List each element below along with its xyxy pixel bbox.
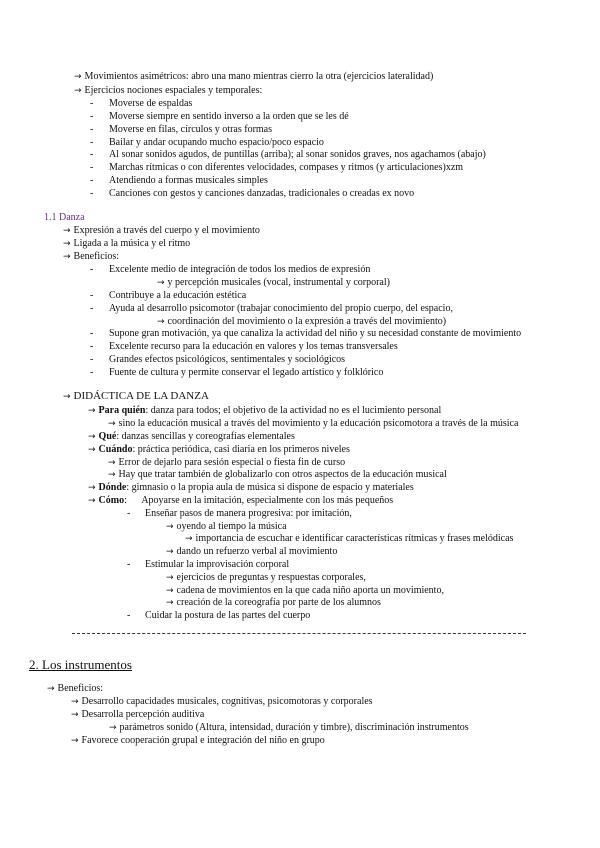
list-subitem: → cadena de movimientos en la que cada niño aporta un movimiento,	[166, 585, 444, 596]
list-subitem: → dando un refuerzo verbal al movimiento	[166, 546, 338, 557]
list-item: - Excelente medio de integración de todos los medios de expresión	[90, 264, 371, 275]
section-divider	[72, 633, 526, 634]
arrow-icon: →	[63, 252, 71, 262]
arrow-icon: →	[109, 723, 117, 733]
list-subitem: → y percepción musicales (vocal, instrumental y corporal)	[157, 277, 390, 288]
didactica-que: → Qué: danzas sencillas y coreografías elementales	[88, 431, 295, 442]
list-item: - Excelente recurso para la educación en valores y los temas transversales	[90, 341, 398, 352]
list-subitem: → creación de la coreografía por parte de los alumnos	[166, 597, 381, 608]
didactica-cuando-sub: → Error de dejarlo para sesión especial o fiesta fin de curso	[108, 457, 346, 468]
danza-line: → Expresión a través del cuerpo y el movimiento	[63, 225, 260, 236]
instrumentos-line: → Desarrollo capacidades musicales, cognitivas, psicomotoras y corporales	[71, 696, 373, 707]
arrow-icon: →	[108, 458, 116, 468]
didactica-cuando: → Cuándo: práctica periódica, casi diaria en los primeros niveles	[88, 444, 350, 455]
arrow-icon: →	[71, 736, 79, 746]
list-item: - Contribuye a la educación estética	[90, 290, 247, 301]
intro-line-2: → Ejercicios nociones espaciales y temporales:	[74, 85, 263, 96]
arrow-icon: →	[63, 226, 71, 236]
list-item: - Moverse de espaldas	[90, 98, 193, 109]
section-heading-instrumentos: 2. Los instrumentos	[29, 657, 132, 672]
arrow-icon: →	[71, 710, 79, 720]
instrumentos-subline: → parámetros sonido (Altura, intensidad, duración y timbre), discriminación instrumentos	[109, 722, 469, 733]
didactica-quien: → Para quién: danza para todos; el objetivo de la actividad no es el lucimiento personal	[88, 405, 442, 416]
arrow-icon: →	[88, 483, 96, 493]
list-item: - Cuidar la postura de las partes del cuerpo	[127, 610, 311, 621]
instrumentos-line: → Desarrolla percepción auditiva	[71, 709, 205, 720]
didactica-como: → Cómo: Apoyarse en la imitación, especialmente con los más pequeños	[88, 495, 394, 506]
arrow-icon: →	[88, 496, 96, 506]
arrow-icon: →	[88, 432, 96, 442]
arrow-icon: →	[166, 547, 174, 557]
instrumentos-line: → Favorece cooperación grupal e integración del niño en grupo	[71, 735, 325, 746]
arrow-icon: →	[166, 522, 174, 532]
intro-line-1: → Movimientos asimétricos: abro una mano mientras cierro la otra (ejercicios lateralidad)	[74, 71, 434, 82]
list-item: - Atendiendo a formas musicales simples	[90, 175, 268, 186]
arrow-icon: →	[88, 445, 96, 455]
list-item: - Enseñar pasos de manera progresiva: por imitación,	[127, 508, 352, 519]
danza-line: → Beneficios:	[63, 251, 120, 262]
arrow-icon: →	[108, 470, 116, 480]
list-subitem: → ejercicios de preguntas y respuestas corporales,	[166, 572, 366, 583]
instrumentos-line: → Beneficios:	[47, 683, 104, 694]
list-subitem: → oyendo al tiempo la música	[166, 521, 287, 532]
section-heading-danza: 1.1 Danza	[44, 212, 85, 223]
list-item: - Marchas rítmicas o con diferentes velocidades, compases y ritmos (y articulaciones)xzm	[90, 162, 464, 173]
arrow-icon: →	[166, 573, 174, 583]
didactica-title: → DIDÁCTICA DE LA DANZA	[63, 390, 209, 402]
list-item: - Bailar y andar ocupando mucho espacio/poco espacio	[90, 137, 324, 148]
arrow-icon: →	[166, 598, 174, 608]
arrow-icon: →	[157, 278, 165, 288]
list-item: - Al sonar sonidos agudos, de puntillas (arriba); al sonar sonidos graves, nos agachamos (abajo)	[90, 149, 486, 160]
arrow-icon: →	[74, 72, 82, 82]
list-item: - Grandes efectos psicológicos, sentimentales y sociológicos	[90, 354, 346, 365]
list-item: - Fuente de cultura y permite conservar el legado artístico y folklórico	[90, 367, 384, 378]
arrow-icon: →	[74, 86, 82, 96]
list-subitem: → coordinación del movimiento o la expresión a través del movimiento)	[157, 316, 447, 327]
list-item: - Canciones con gestos y canciones danzadas, tradicionales o creadas ex novo	[90, 188, 415, 199]
didactica-donde: → Dónde: gimnasio o la propia aula de música si dispone de espacio y materiales	[88, 482, 414, 493]
arrow-icon: →	[166, 586, 174, 596]
arrow-icon: →	[185, 534, 193, 544]
arrow-icon: →	[71, 697, 79, 707]
arrow-icon: →	[108, 419, 116, 429]
list-item: - Supone gran motivación, ya que canaliza la actividad del niño y su necesidad constante de movimiento	[90, 328, 522, 339]
list-item: - Moverse en filas, círculos y otras formas	[90, 124, 273, 135]
arrow-icon: →	[88, 406, 96, 416]
arrow-icon: →	[47, 684, 55, 694]
didactica-cuando-sub: → Hay que tratar también de globalizarlo con otros aspectos de la educación musical	[108, 469, 447, 480]
danza-line: → Ligada a la música y el ritmo	[63, 238, 191, 249]
arrow-icon: →	[63, 239, 71, 249]
list-item: - Moverse siempre en sentido inverso a la orden que se les dé	[90, 111, 349, 122]
list-item: - Estimular la improvisación corporal	[127, 559, 290, 570]
arrow-icon: →	[157, 317, 165, 327]
list-subitem: → importancia de escuchar e identificar características rítmicas y frases melódicas	[185, 533, 514, 544]
didactica-quien-sub: → sino la educación musical a través del movimiento y la educación psicomotora a través de la música	[108, 418, 519, 429]
list-item: - Ayuda al desarrollo psicomotor (trabajar conocimiento del propio cuerpo, del espacio,	[90, 303, 453, 314]
arrow-icon: →	[63, 392, 71, 402]
